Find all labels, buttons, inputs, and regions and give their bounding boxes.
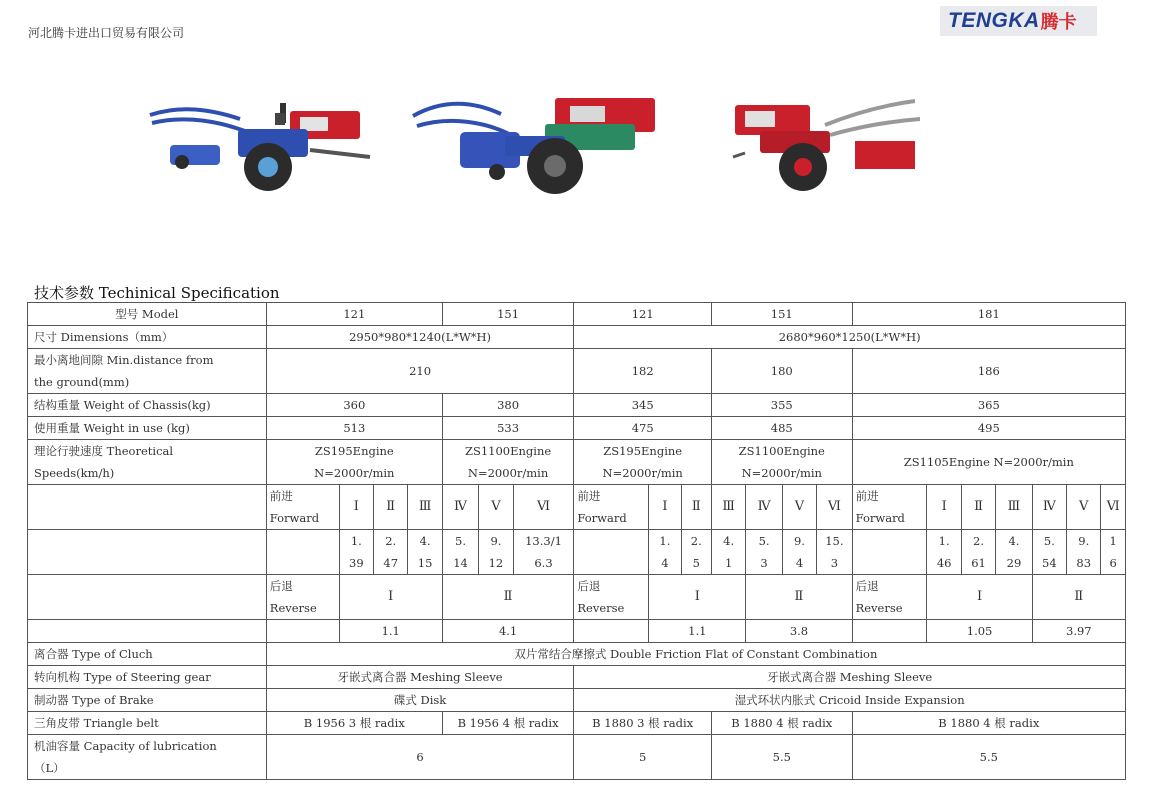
speed-part: 83	[1076, 556, 1092, 570]
speed-value	[339, 530, 373, 575]
empty-cell	[266, 620, 339, 643]
row-oil-capacity	[28, 735, 1126, 780]
reverse-speed: 3.8	[746, 620, 852, 643]
speed-part: 1.	[938, 534, 950, 548]
model-value: 121	[266, 303, 442, 326]
belt-value: B 1880 4 根 radix	[852, 712, 1125, 735]
speed-value	[782, 530, 816, 575]
speed-part: 1	[1109, 534, 1117, 548]
forward-en: Forward	[577, 511, 627, 525]
row-belt	[28, 712, 1126, 735]
oil-value: 5.5	[711, 735, 852, 780]
gear-header: Ⅵ	[513, 485, 574, 530]
tractor-photo-red	[725, 95, 950, 195]
model-label: 型号 Model	[28, 303, 267, 326]
speed-part: 9.	[1078, 534, 1090, 548]
reverse-cn: 后退	[269, 579, 293, 593]
reverse-speed: 1.1	[339, 620, 442, 643]
empty-cell	[852, 530, 927, 575]
engine-rpm: N=2000r/min	[314, 466, 395, 480]
speed-part: 12	[488, 556, 504, 570]
engine-cell	[574, 440, 712, 485]
reverse-gear-header: Ⅰ	[649, 575, 746, 620]
speed-part: 61	[971, 556, 986, 570]
use-weight-value: 495	[852, 417, 1125, 440]
engine-rpm: N=2000r/min	[467, 466, 549, 480]
chassis-value: 365	[852, 394, 1125, 417]
speed-part: 4.	[723, 534, 735, 548]
speed-part: 3	[760, 556, 768, 570]
chassis-value: 345	[574, 394, 712, 417]
row-chassis-weight	[28, 394, 1126, 417]
speed-part: 39	[349, 556, 364, 570]
gear-header: Ⅵ	[817, 485, 852, 530]
speed-part: 4	[795, 556, 804, 570]
engine-cell	[711, 440, 852, 485]
spec-table	[27, 302, 1126, 780]
speed-part: 15.	[825, 534, 844, 548]
belt-value: B 1956 3 根 radix	[266, 712, 442, 735]
row-forward-gears	[28, 485, 1126, 530]
reverse-speed: 4.1	[442, 620, 574, 643]
speed-part: 5	[692, 556, 700, 570]
reverse-label	[852, 575, 927, 620]
steering-label: 转向机构 Type of Steering gear	[28, 666, 267, 689]
speed-value	[711, 530, 745, 575]
dimensions-value: 2680*960*1250(L*W*H)	[574, 326, 1126, 349]
clearance-value: 180	[711, 349, 852, 394]
speed-part: 29	[1006, 556, 1022, 570]
chassis-value: 360	[266, 394, 442, 417]
use-weight-value: 485	[711, 417, 852, 440]
speed-part: 2.	[385, 534, 397, 548]
speed-value	[817, 530, 852, 575]
brand-logo	[940, 6, 1097, 36]
reverse-speed: 1.1	[649, 620, 746, 643]
reverse-cn: 后退	[855, 579, 879, 593]
spec-heading: 技术参数 Techinical Specification	[34, 284, 280, 302]
gear-header: Ⅲ	[996, 485, 1032, 530]
speed-value	[1032, 530, 1066, 575]
chassis-label: 结构重量 Weight of Chassis(kg)	[28, 394, 267, 417]
speed-part: 1	[725, 556, 733, 570]
row-use-weight	[28, 417, 1126, 440]
use-weight-label: 使用重量 Weight in use (kg)	[28, 417, 267, 440]
reverse-en: Reverse	[855, 601, 903, 615]
reverse-cn: 后退	[577, 579, 601, 593]
engine-model: ZS195Engine	[314, 444, 394, 458]
speeds-label-line: Speeds(km/h)	[34, 466, 115, 480]
brake-value: 碟式 Disk	[266, 689, 574, 712]
gear-header: Ⅲ	[711, 485, 745, 530]
gear-header: Ⅳ	[746, 485, 782, 530]
speed-value	[746, 530, 782, 575]
speed-part: 46	[936, 556, 952, 570]
reverse-label	[266, 575, 339, 620]
speed-part: 1.	[350, 534, 362, 548]
use-weight-value: 475	[574, 417, 712, 440]
empty-cell	[266, 530, 339, 575]
company-name: 河北腾卡进出口贸易有限公司	[28, 26, 185, 40]
engine-model: ZS1100Engine	[738, 444, 825, 458]
dimensions-value: 2950*980*1240(L*W*H)	[266, 326, 574, 349]
forward-cn: 前进	[577, 489, 601, 503]
belt-value: B 1956 4 根 radix	[442, 712, 574, 735]
speed-part: 4.	[1008, 534, 1020, 548]
speed-value	[442, 530, 478, 575]
speed-part: 54	[1042, 556, 1057, 570]
steering-value: 牙嵌式离合器 Meshing Sleeve	[266, 666, 574, 689]
gear-header: Ⅱ	[681, 485, 711, 530]
engine-rpm: N=2000r/min	[602, 466, 683, 480]
reverse-gear-header: Ⅱ	[442, 575, 574, 620]
speed-part: 4	[661, 556, 669, 570]
empty-cell	[28, 485, 267, 530]
use-weight-value: 533	[442, 417, 574, 440]
brake-value: 湿式环状内胀式 Cricoid Inside Expansion	[574, 689, 1126, 712]
speed-part: 9.	[793, 534, 805, 548]
speed-value	[681, 530, 711, 575]
speed-value	[996, 530, 1032, 575]
engine-cell	[266, 440, 442, 485]
reverse-gear-header: Ⅰ	[927, 575, 1032, 620]
forward-en: Forward	[855, 511, 905, 525]
empty-cell	[28, 530, 267, 575]
empty-cell	[574, 620, 649, 643]
speed-part: 5.	[758, 534, 770, 548]
row-reverse-gears	[28, 575, 1126, 620]
logo-text-chinese: 腾卡	[1040, 12, 1077, 33]
forward-cn: 前进	[269, 489, 293, 503]
row-clearance	[28, 349, 1126, 394]
speed-part: 5.	[1043, 534, 1055, 548]
oil-value: 6	[266, 735, 574, 780]
oil-label	[28, 735, 267, 780]
belt-value: B 1880 4 根 radix	[711, 712, 852, 735]
speeds-label-line: 理论行驶速度 Theoretical	[34, 444, 174, 458]
model-value: 151	[711, 303, 852, 326]
row-steering	[28, 666, 1126, 689]
clearance-value: 210	[266, 349, 574, 394]
row-speeds-engine	[28, 440, 1126, 485]
row-forward-speeds	[28, 530, 1126, 575]
empty-cell	[28, 575, 267, 620]
speed-value	[1101, 530, 1126, 575]
speed-value	[479, 530, 513, 575]
gear-header: Ⅰ	[649, 485, 681, 530]
row-dimensions	[28, 326, 1126, 349]
speed-part: 5.	[455, 534, 467, 548]
speed-part: 4.	[419, 534, 431, 548]
tractor-photo-blue	[140, 95, 380, 195]
gear-header: Ⅵ	[1101, 485, 1126, 530]
brake-label: 制动器 Type of Brake	[28, 689, 267, 712]
reverse-label	[574, 575, 649, 620]
oil-value: 5.5	[852, 735, 1125, 780]
empty-cell	[28, 620, 267, 643]
row-clutch	[28, 643, 1126, 666]
clearance-value: 182	[574, 349, 712, 394]
speed-part: 1.	[659, 534, 671, 548]
forward-cn: 前进	[855, 489, 879, 503]
gear-header: Ⅰ	[339, 485, 373, 530]
belt-value: B 1880 3 根 radix	[574, 712, 712, 735]
speed-part: 9.	[490, 534, 502, 548]
speed-part: 2.	[690, 534, 702, 548]
speed-value	[927, 530, 961, 575]
belt-label: 三角皮带 Triangle belt	[28, 712, 267, 735]
speed-part: 47	[383, 556, 399, 570]
gear-header: Ⅴ	[479, 485, 513, 530]
empty-cell	[574, 530, 649, 575]
reverse-gear-header: Ⅰ	[339, 575, 442, 620]
oil-value: 5	[574, 735, 712, 780]
speed-part: 13.3/1	[525, 534, 562, 548]
speed-part: 3	[830, 556, 839, 570]
forward-label	[266, 485, 339, 530]
clutch-label: 离合器 Type of Cluch	[28, 643, 267, 666]
reverse-en: Reverse	[269, 601, 317, 615]
reverse-gear-header: Ⅱ	[1032, 575, 1125, 620]
model-value: 121	[574, 303, 712, 326]
gear-header: Ⅳ	[442, 485, 478, 530]
clearance-label-line: 最小离地间隙 Min.distance from	[34, 353, 214, 367]
speed-value	[513, 530, 574, 575]
clearance-value: 186	[852, 349, 1125, 394]
engine-cell: ZS1105Engine N=2000r/min	[852, 440, 1125, 485]
reverse-speed: 1.05	[927, 620, 1032, 643]
chassis-value: 380	[442, 394, 574, 417]
dimensions-label: 尺寸 Dimensions（mm）	[28, 326, 267, 349]
row-model	[28, 303, 1126, 326]
reverse-en: Reverse	[577, 601, 625, 615]
reverse-speed: 3.97	[1032, 620, 1125, 643]
chassis-value: 355	[711, 394, 852, 417]
gear-header: Ⅴ	[1067, 485, 1101, 530]
speed-value	[961, 530, 995, 575]
reverse-gear-header: Ⅱ	[746, 575, 852, 620]
model-value: 181	[852, 303, 1125, 326]
forward-label	[574, 485, 649, 530]
tractor-photo-green	[405, 92, 665, 197]
row-reverse-speeds	[28, 620, 1126, 643]
gear-header: Ⅱ	[374, 485, 408, 530]
gear-header: Ⅴ	[782, 485, 816, 530]
forward-label	[852, 485, 927, 530]
model-value: 151	[442, 303, 574, 326]
speeds-label	[28, 440, 267, 485]
engine-cell	[442, 440, 574, 485]
clearance-label-line: the ground(mm)	[34, 375, 130, 389]
forward-en: Forward	[269, 511, 320, 525]
row-brake	[28, 689, 1126, 712]
clearance-label	[28, 349, 267, 394]
speed-value	[649, 530, 681, 575]
speed-part: 6.3	[534, 556, 553, 570]
engine-model: ZS195Engine	[603, 444, 683, 458]
clutch-value: 双片常结合摩擦式 Double Friction Flat of Constant Combination	[266, 643, 1125, 666]
speed-part: 6	[1109, 556, 1117, 570]
engine-rpm: N=2000r/min	[741, 466, 822, 480]
speed-value	[408, 530, 442, 575]
speed-part: 2.	[973, 534, 985, 548]
empty-cell	[852, 620, 927, 643]
speed-part: 15	[417, 556, 433, 570]
engine-model: ZS1100Engine	[464, 444, 552, 458]
speed-part: 14	[453, 556, 468, 570]
gear-header: Ⅲ	[408, 485, 442, 530]
steering-value: 牙嵌式离合器 Meshing Sleeve	[574, 666, 1126, 689]
speed-value	[374, 530, 408, 575]
gear-header: Ⅰ	[927, 485, 961, 530]
gear-header: Ⅳ	[1032, 485, 1066, 530]
gear-header: Ⅱ	[961, 485, 995, 530]
speed-value	[1067, 530, 1101, 575]
logo-text-latin: TENGKA	[948, 9, 1040, 32]
use-weight-value: 513	[266, 417, 442, 440]
oil-label-line: 机油容量 Capacity of lubrication	[34, 739, 217, 753]
oil-label-line: （L）	[34, 761, 65, 775]
